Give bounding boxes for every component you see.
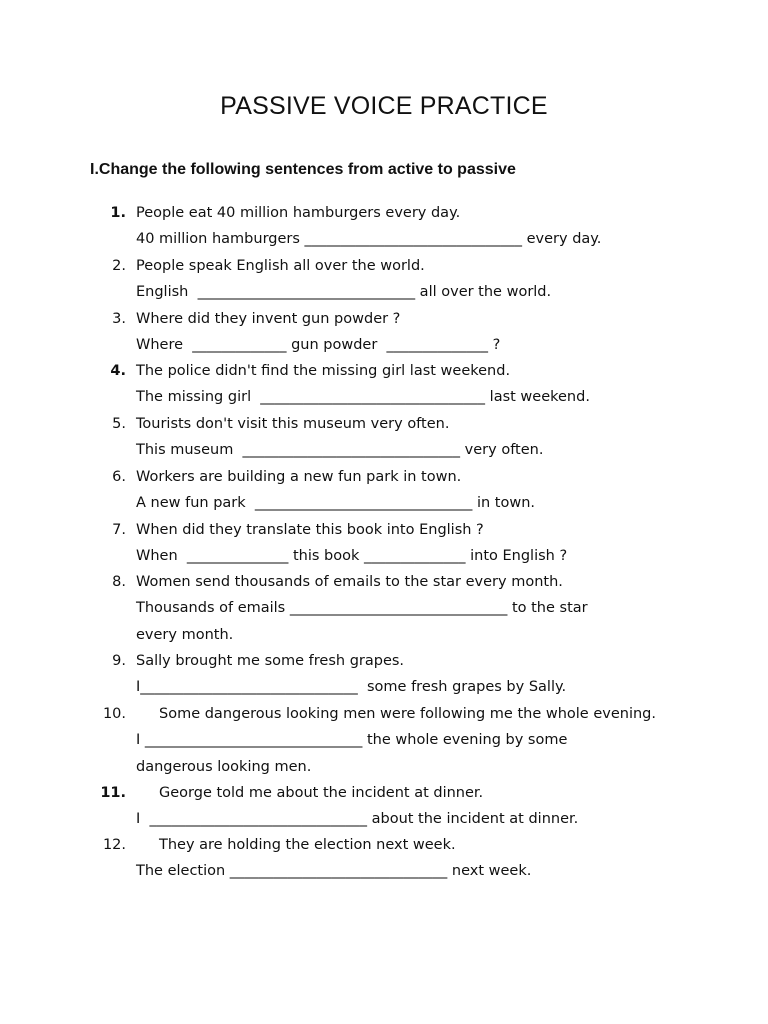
passive-answer-line: This museum ______________________________ very often.: [136, 442, 544, 458]
active-sentence: When did they translate this book into English ?: [136, 522, 484, 538]
active-sentence: Some dangerous looking men were following me the whole evening.: [159, 706, 656, 722]
passive-answer-line: A new fun park ______________________________ in town.: [136, 495, 536, 511]
item-number: 11.: [100, 785, 126, 801]
passive-answer-line: I______________________________ some fresh grapes by Sally.: [136, 679, 567, 695]
active-sentence: They are holding the election next week.: [159, 837, 456, 853]
item-number: 8.: [112, 574, 126, 590]
item-number: 1.: [110, 205, 126, 221]
passive-answer-line: I ______________________________ about the incident at dinner.: [136, 811, 579, 827]
active-sentence: People eat 40 million hamburgers every day.: [136, 205, 461, 221]
page-title: PASSIVE VOICE PRACTICE: [220, 92, 548, 120]
active-sentence: Tourists don't visit this museum very often.: [136, 416, 450, 432]
item-number: 3.: [112, 311, 126, 327]
active-sentence: Women send thousands of emails to the star every month.: [136, 574, 563, 590]
passive-answer-line: English ______________________________ all over the world.: [136, 284, 552, 300]
item-number: 6.: [112, 469, 126, 485]
active-sentence: Where did they invent gun powder ?: [136, 311, 401, 327]
item-number: 12.: [102, 837, 126, 853]
passive-answer-line: When ______________ this book ______________ into English ?: [136, 548, 568, 564]
active-sentence: Sally brought me some fresh grapes.: [136, 653, 405, 669]
item-number: 9.: [112, 653, 126, 669]
passive-answer-line: Where _____________ gun powder ______________ ?: [136, 337, 501, 353]
section-instruction: I.Change the following sentences from active to passive: [90, 161, 516, 178]
item-number: 4.: [110, 363, 126, 379]
passive-answer-line: I ______________________________ the whole evening by some dangerous looking men.: [136, 732, 568, 775]
item-number: 2.: [112, 258, 126, 274]
passive-answer-line: The missing girl _______________________________ last weekend.: [136, 389, 590, 405]
item-number: 7.: [112, 522, 126, 538]
active-sentence: Workers are building a new fun park in town.: [136, 469, 462, 485]
item-number: 10.: [102, 706, 126, 722]
passive-answer-line: The election ______________________________ next week.: [136, 863, 532, 879]
active-sentence: People speak English all over the world.: [136, 258, 425, 274]
passive-answer-line: Thousands of emails ______________________________ to the star every month.: [136, 600, 588, 643]
passive-answer-line: 40 million hamburgers ______________________________ every day.: [136, 231, 602, 247]
item-number: 5.: [112, 416, 126, 432]
active-sentence: George told me about the incident at dinner.: [159, 785, 484, 801]
active-sentence: The police didn't find the missing girl last weekend.: [136, 363, 511, 379]
